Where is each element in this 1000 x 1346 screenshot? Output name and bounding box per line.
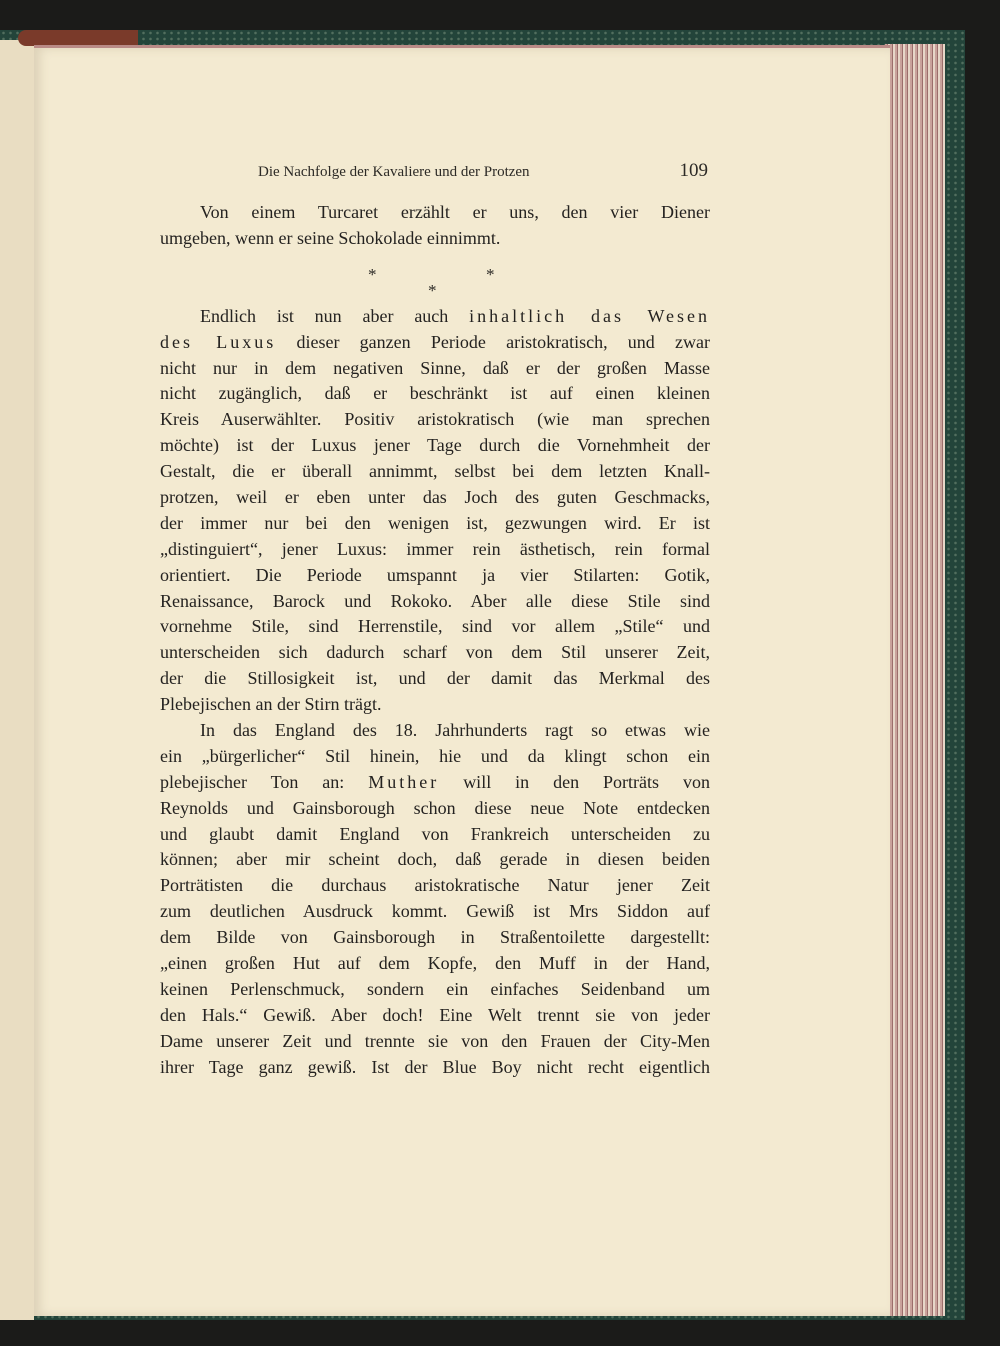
text-line: zum deutlichen Ausdruck kommt. Gewiß ist Mrs Siddon auf	[160, 901, 710, 922]
text-line: nicht zugänglich, daß er beschränkt ist auf einen kleinen	[160, 383, 710, 404]
text-line: keinen Perlenschmuck, sondern ein einfaches Seidenband um	[160, 978, 710, 999]
text-line: können; aber mir scheint doch, daß gerade in diesen beiden	[160, 849, 710, 870]
text-line: unterscheiden sich dadurch scharf von dem Stil unserer Zeit,	[160, 642, 710, 663]
text-line: Plebejischen an der Stirn trägt.	[160, 694, 382, 715]
text-line: protzen, weil er eben unter das Joch des guten Geschmacks,	[160, 487, 710, 508]
spaced-emphasis: des Luxus	[160, 331, 277, 352]
text-line: der die Stillosigkeit ist, und der damit das Merkmal des	[160, 668, 710, 689]
page-top-edge	[34, 45, 890, 48]
section-separator	[160, 252, 710, 304]
spaced-emphasis: Muther	[368, 771, 440, 792]
text-line: Porträtisten die durchaus aristokratische Natur jener Zeit	[160, 875, 710, 896]
text-line: nicht nur in dem negativen Sinne, daß er der großen Masse	[160, 357, 710, 378]
text-line: orientiert. Die Periode umspannt ja vier Stilarten: Gotik,	[160, 564, 710, 585]
page-edges	[885, 44, 945, 1316]
page-number: 109	[679, 160, 708, 181]
facing-page-edge	[0, 40, 34, 1320]
text-line: Dame unserer Zeit und trennte sie von den Frauen der City-Men	[160, 1030, 710, 1051]
text-line: vornehme Stile, sind Herrenstile, sind vor allem „Stile“ und	[160, 616, 710, 637]
text-line: und glaubt damit England von Frankreich unterscheiden zu	[160, 823, 710, 844]
text-line: Endlich ist nun aber auch inhaltlich das Wesen	[200, 305, 710, 326]
text-line: den Hals.“ Gewiß. Aber doch! Eine Welt trennt sie von jeder	[160, 1004, 710, 1025]
text-line: Renaissance, Barock und Rokoko. Aber alle diese Stile sind	[160, 590, 710, 611]
text-line: umgeben, wenn er seine Schokolade einnimmt.	[160, 227, 501, 248]
asterisk: *	[486, 264, 495, 284]
text-line: des Luxus dieser ganzen Periode aristokratisch, und zwar	[160, 331, 710, 352]
text-line: ein „bürgerlicher“ Stil hinein, hie und da klingt schon ein	[160, 745, 710, 766]
text-line: ihrer Tage ganz gewiß. Ist der Blue Boy nicht recht eigentlich	[160, 1056, 710, 1077]
text-line: plebejischer Ton an: Muther will in den Porträts von	[160, 771, 710, 792]
text-line: möchte) ist der Luxus jener Tage durch die Vornehmheit der	[160, 435, 710, 456]
asterisk: *	[368, 264, 377, 284]
asterisk: *	[428, 280, 437, 300]
text-line: „distinguiert“, jener Luxus: immer rein ästhetisch, rein formal	[160, 538, 710, 559]
text-line: der immer nur bei den wenigen ist, gezwungen wird. Er ist	[160, 512, 710, 533]
text-line: „einen großen Hut auf dem Kopfe, den Muff in der Hand,	[160, 953, 710, 974]
body-text	[160, 200, 710, 1081]
text-line: dem Bilde von Gainsborough in Straßentoilette dargestellt:	[160, 927, 710, 948]
text-line: In das England des 18. Jahrhunderts ragt so etwas wie	[200, 720, 710, 741]
spaced-emphasis: inhaltlich das Wesen	[469, 305, 710, 326]
text-line: Gestalt, die er überall annimmt, selbst bei dem letzten Knall-	[160, 461, 710, 482]
text-line: Reynolds und Gainsborough schon diese neue Note entdecken	[160, 797, 710, 818]
text-line: Kreis Auserwählter. Positiv aristokratisch (wie man sprechen	[160, 409, 710, 430]
running-title: Die Nachfolge der Kavaliere und der Protzen	[258, 164, 530, 180]
bookmark-ribbon	[18, 30, 138, 46]
text-line: Von einem Turcaret erzählt er uns, den vier Diener	[200, 202, 710, 222]
